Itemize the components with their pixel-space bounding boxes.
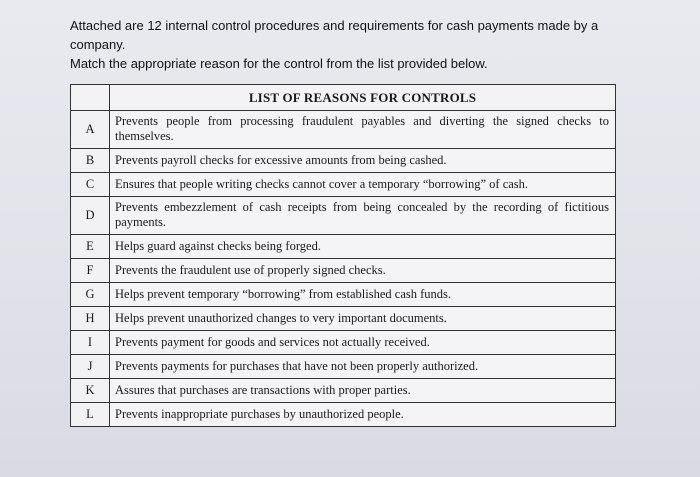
row-reason: Prevents inappropriate purchases by unauthorized people. (110, 403, 616, 427)
row-reason: Prevents embezzlement of cash receipts from being concealed by the recording of fictitious payments. (110, 197, 616, 235)
instruction-line-2: Match the appropriate reason for the control from the list provided below. (70, 56, 488, 71)
table-row (71, 355, 616, 379)
row-reason: Assures that purchases are transactions with proper parties. (110, 379, 616, 403)
table-row (71, 379, 616, 403)
row-letter: J (71, 355, 110, 379)
row-reason: Ensures that people writing checks cannot cover a temporary “borrowing” of cash. (110, 173, 616, 197)
row-letter: L (71, 403, 110, 427)
row-reason: Prevents payroll checks for excessive amounts from being cashed. (110, 149, 616, 173)
table-row (71, 111, 616, 149)
row-letter: F (71, 259, 110, 283)
table-row (71, 235, 616, 259)
table-row (71, 403, 616, 427)
instructions (70, 16, 650, 73)
row-letter: A (71, 111, 110, 149)
table-title: LIST OF REASONS FOR CONTROLS (110, 85, 616, 111)
table-row (71, 197, 616, 235)
row-reason: Helps prevent unauthorized changes to very important documents. (110, 307, 616, 331)
row-letter: E (71, 235, 110, 259)
row-reason: Prevents people from processing fraudulent payables and diverting the signed checks to themselves. (110, 111, 616, 149)
header-blank-cell (71, 85, 110, 111)
row-reason: Helps guard against checks being forged. (110, 235, 616, 259)
reasons-table-container (70, 84, 616, 427)
table-row (71, 259, 616, 283)
table-row (71, 283, 616, 307)
table-row (71, 307, 616, 331)
row-letter: C (71, 173, 110, 197)
reasons-table (70, 84, 616, 427)
row-reason: Helps prevent temporary “borrowing” from established cash funds. (110, 283, 616, 307)
row-letter: B (71, 149, 110, 173)
table-row (71, 173, 616, 197)
table-row (71, 331, 616, 355)
table-header-row (71, 85, 616, 111)
instruction-line-1: Attached are 12 internal control procedures and requirements for cash payments made by a company. (70, 18, 599, 52)
row-reason: Prevents the fraudulent use of properly signed checks. (110, 259, 616, 283)
row-reason: Prevents payments for purchases that have not been properly authorized. (110, 355, 616, 379)
row-letter: I (71, 331, 110, 355)
row-letter: H (71, 307, 110, 331)
table-row (71, 149, 616, 173)
row-letter: K (71, 379, 110, 403)
row-reason: Prevents payment for goods and services not actually received. (110, 331, 616, 355)
row-letter: G (71, 283, 110, 307)
row-letter: D (71, 197, 110, 235)
